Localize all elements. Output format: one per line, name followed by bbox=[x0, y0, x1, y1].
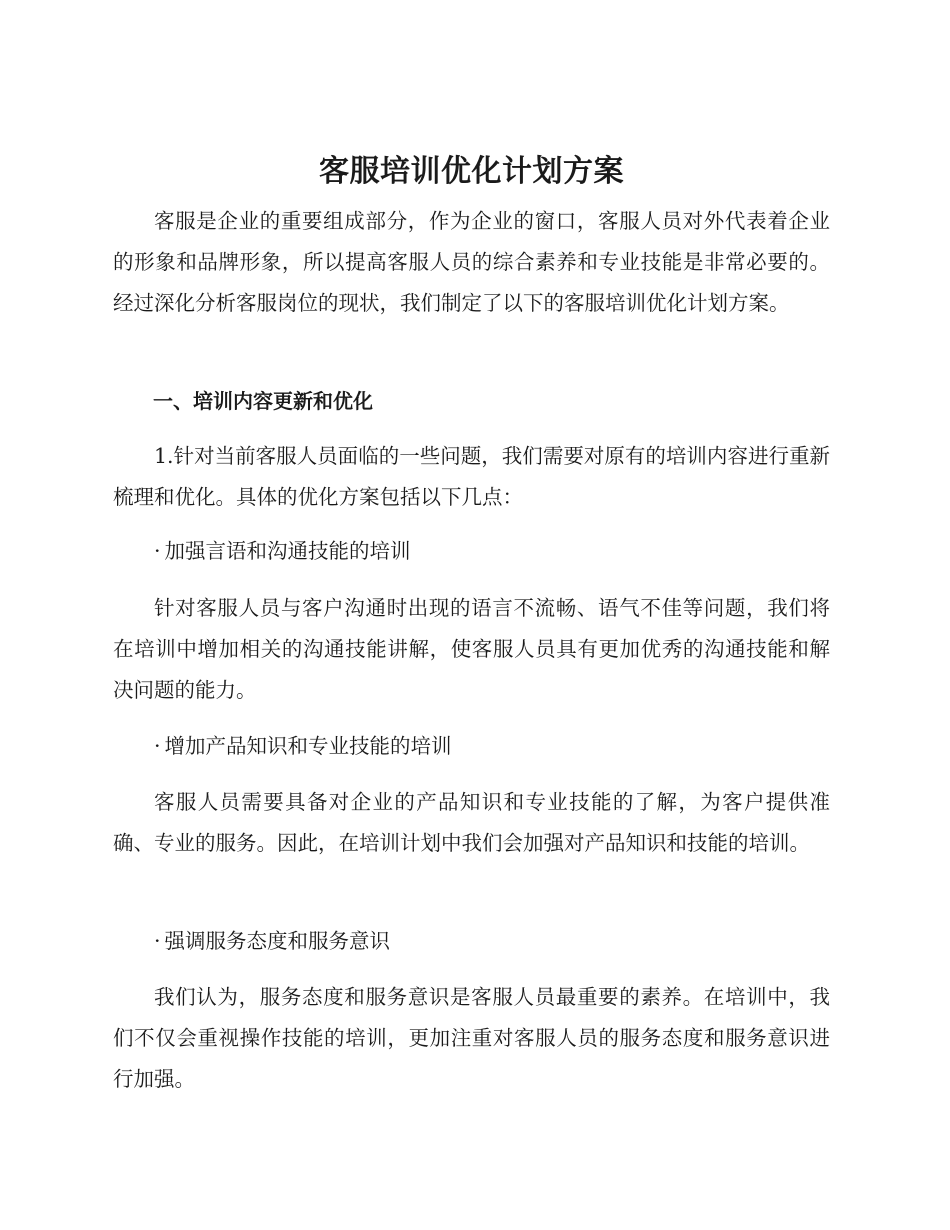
bullet-item-1 bbox=[113, 531, 830, 572]
bullet-text: 增加产品知识和专业技能的培训 bbox=[164, 734, 452, 758]
paragraph-1: 1.针对当前客服人员面临的一些问题，我们需要对原有的培训内容进行重新梳理和优化。具体的优化方案包括以下几点： bbox=[113, 444, 830, 509]
paragraph-4: 我们认为，服务态度和服务意识是客服人员最重要的素养。在培训中，我们不仅会重视操作技能的培训，更加注重对客服人员的服务态度和服务意识进行加强。 bbox=[113, 985, 830, 1091]
bullet-dot: · bbox=[154, 539, 161, 563]
bullet-text: 强调服务态度和服务意识 bbox=[164, 929, 391, 953]
document-title: 客服培训优化计划方案 bbox=[319, 154, 624, 189]
section-heading-1: 一、培训内容更新和优化 bbox=[153, 389, 373, 413]
bullet-dot: · bbox=[154, 929, 161, 953]
paragraph-3: 客服人员需要具备对企业的产品知识和专业技能的了解，为客户提供准确、专业的服务。因此，在培训计划中我们会加强对产品知识和技能的培训。 bbox=[113, 790, 830, 855]
bullet-item-2 bbox=[113, 726, 830, 767]
bullet-item-3 bbox=[113, 921, 830, 962]
bullet-dot: · bbox=[154, 734, 161, 758]
intro-paragraph: 客服是企业的重要组成部分，作为企业的窗口，客服人员对外代表着企业的形象和品牌形象，所以提高客服人员的综合素养和专业技能是非常必要的。经过深化分析客服岗位的现状，我们制定了以下的客服培训优化计划方案。 bbox=[113, 209, 830, 315]
bullet-text: 加强言语和沟通技能的培训 bbox=[164, 539, 411, 563]
paragraph-2: 针对客服人员与客户沟通时出现的语言不流畅、语气不佳等问题，我们将在培训中增加相关的沟通技能讲解，使客服人员具有更加优秀的沟通技能和解决问题的能力。 bbox=[113, 596, 830, 702]
